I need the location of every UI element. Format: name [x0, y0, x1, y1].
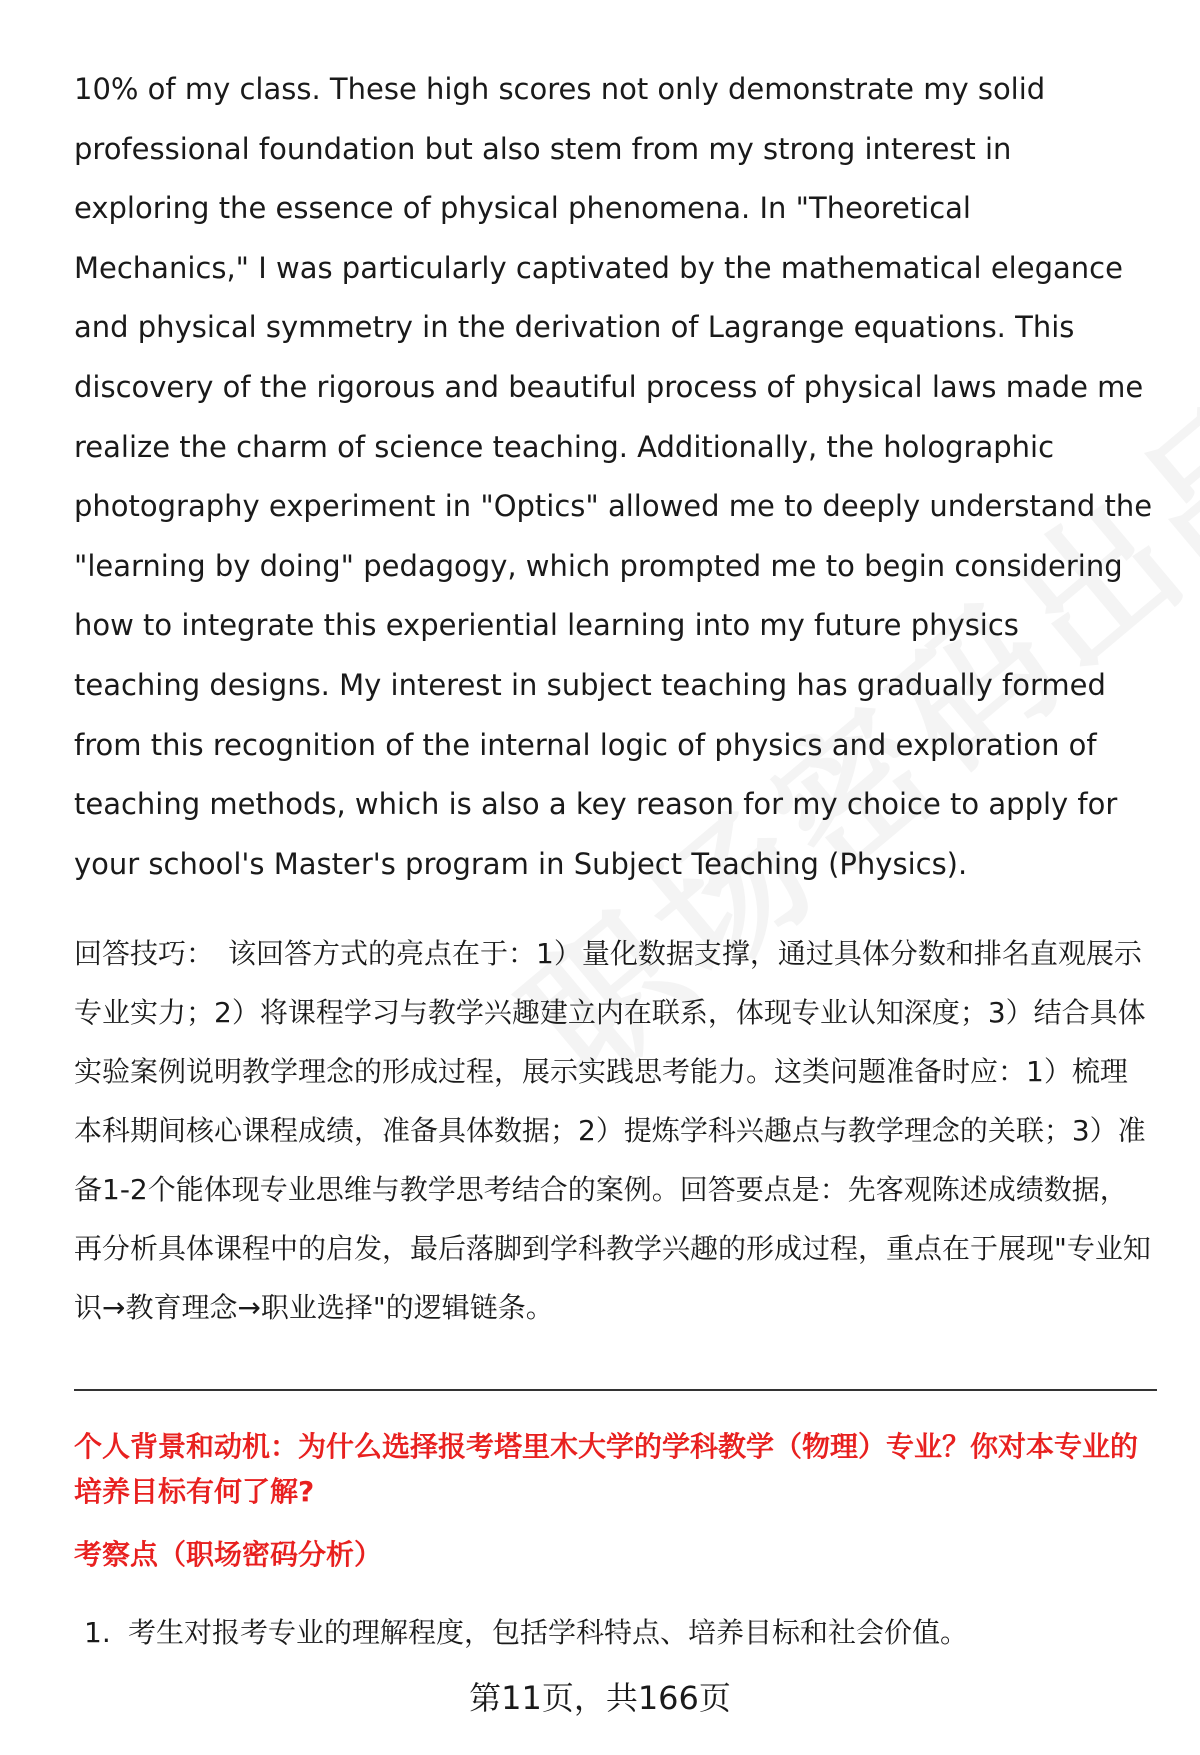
list-item-number: 1.	[84, 1616, 111, 1649]
question-heading: 个人背景和动机：为什么选择报考塔里木大学的学科教学（物理）专业？你对本专业的培养目标有何了解?	[74, 1430, 1139, 1508]
list-item-text: 考生对报考专业的理解程度，包括学科特点、培养目标和社会价值。	[128, 1616, 969, 1649]
answer-tips-paragraph	[74, 924, 1154, 1337]
list-item	[84, 1613, 1154, 1653]
body-paragraph: 10% of my class. These high scores not only demonstrate my solid professional foundation but also stem from my strong interest in exploring the essence of physical phenomena. In "Theoretical Mechanics," I was particularly captivated by the mathematical elegance and physical symmetry in the derivation of Lagrange equations. This discovery of the rigorous and beautiful process of physical laws made me realize the charm of science teaching. Additionally, the holographic photography experiment in "Optics" allowed me to deeply understand the "learning by doing" pedagogy, which prompted me to begin considering how to integrate this experiential learning into my future physics teaching designs. My interest in subject teaching has gradually formed from this recognition of the internal logic of physics and exploration of teaching methods, which is also a key reason for my choice to apply for your school's Master's program in Subject Teaching (Physics).	[74, 72, 1153, 881]
page-number: 第11页，共166页	[469, 1679, 731, 1717]
answer-tips-label: 回答技巧：	[74, 937, 215, 970]
assessment-points-heading: 考察点（职场密码分析）	[74, 1538, 383, 1571]
answer-tips-text: 该回答方式的亮点在于：1）量化数据支撑，通过具体分数和排名直观展示专业实力；2）将课程学习与教学兴趣建立内在联系，体现专业认知深度；3）结合具体实验案例说明教学理念的形成过程，展示实践思考能力。这类问题准备时应：1）梳理本科期间核心课程成绩，准备具体数据；2）提炼学科兴趣点与教学理念的关联；3）准备1-2个能体现专业思维与教学思考结合的案例。回答要点是：先客观陈述成绩数据，再分析具体课程中的启发，最后落脚到学科教学兴趣的形成过程，重点在于展现"专业知识→教育理念→职业选择"的逻辑链条。	[74, 937, 1151, 1324]
section-divider	[74, 1389, 1157, 1391]
